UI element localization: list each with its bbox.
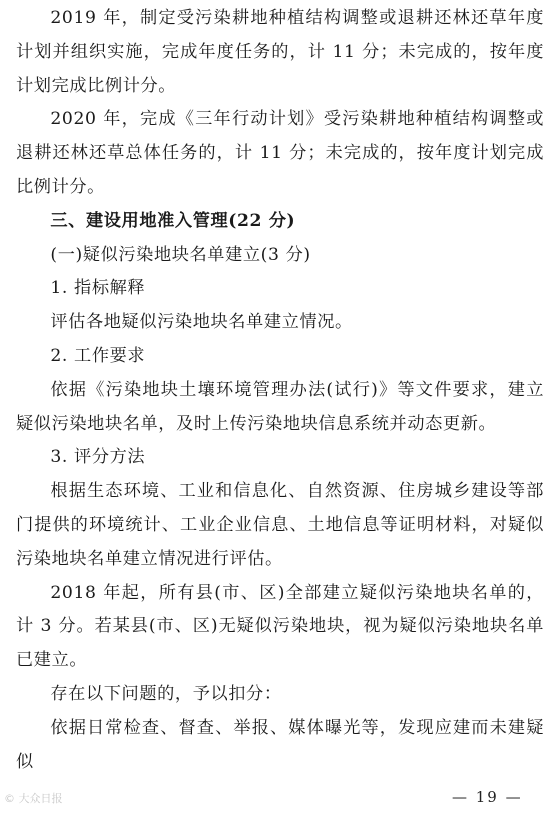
paragraph-2020-scoring: 2020 年，完成《三年行动计划》受污染耕地种植结构调整或退耕还林还草总体任务的，计 11 分；未完成的，按年度计划完成比例计分。 (16, 109, 544, 197)
paragraph-scoring-basis: 根据生态环境、工业和信息化、自然资源、住房城乡建设等部门提供的环境统计、工业企业信息、土地信息等证明材料，对疑似污染地块名单建立情况进行评估。 (16, 481, 544, 569)
item-heading-requirements: 2. 工作要求 (50, 345, 146, 366)
body-text (16, 2, 544, 779)
subsection-heading: (一)疑似污染地块名单建立(3 分) (50, 244, 311, 265)
paragraph-2019-scoring: 2019 年，制定受污染耕地种植结构调整或退耕还林还草年度计划并组织实施，完成年度任务的，计 11 分；未完成的，按年度计划完成比例计分。 (16, 8, 544, 96)
item-heading-scoring: 3. 评分方法 (50, 447, 146, 468)
paragraph-deductions-intro: 存在以下问题的，予以扣分： (50, 683, 282, 704)
watermark: © 大众日报 (4, 792, 63, 805)
paragraph-requirements-text: 依据《污染地块土壤环境管理办法(试行)》等文件要求，建立疑似污染地块名单，及时上传污染地块信息系统并动态更新。 (16, 379, 544, 434)
section-heading: 三、建设用地准入管理(22 分) (50, 210, 296, 231)
paragraph-indicator-text: 评估各地疑似污染地块名单建立情况。 (50, 312, 353, 333)
paragraph-2018-scoring: 2018 年起，所有县(市、区)全部建立疑似污染地块名单的，计 3 分。若某县(市、区)无疑似污染地块，视为疑似污染地块名单已建立。 (16, 582, 544, 671)
item-heading-indicator: 1. 指标解释 (50, 278, 146, 299)
page-number: — 19 — (452, 788, 523, 806)
paragraph-deductions-basis: 依据日常检查、督查、举报、媒体曝光等，发现应建而未建疑似 (16, 717, 544, 772)
